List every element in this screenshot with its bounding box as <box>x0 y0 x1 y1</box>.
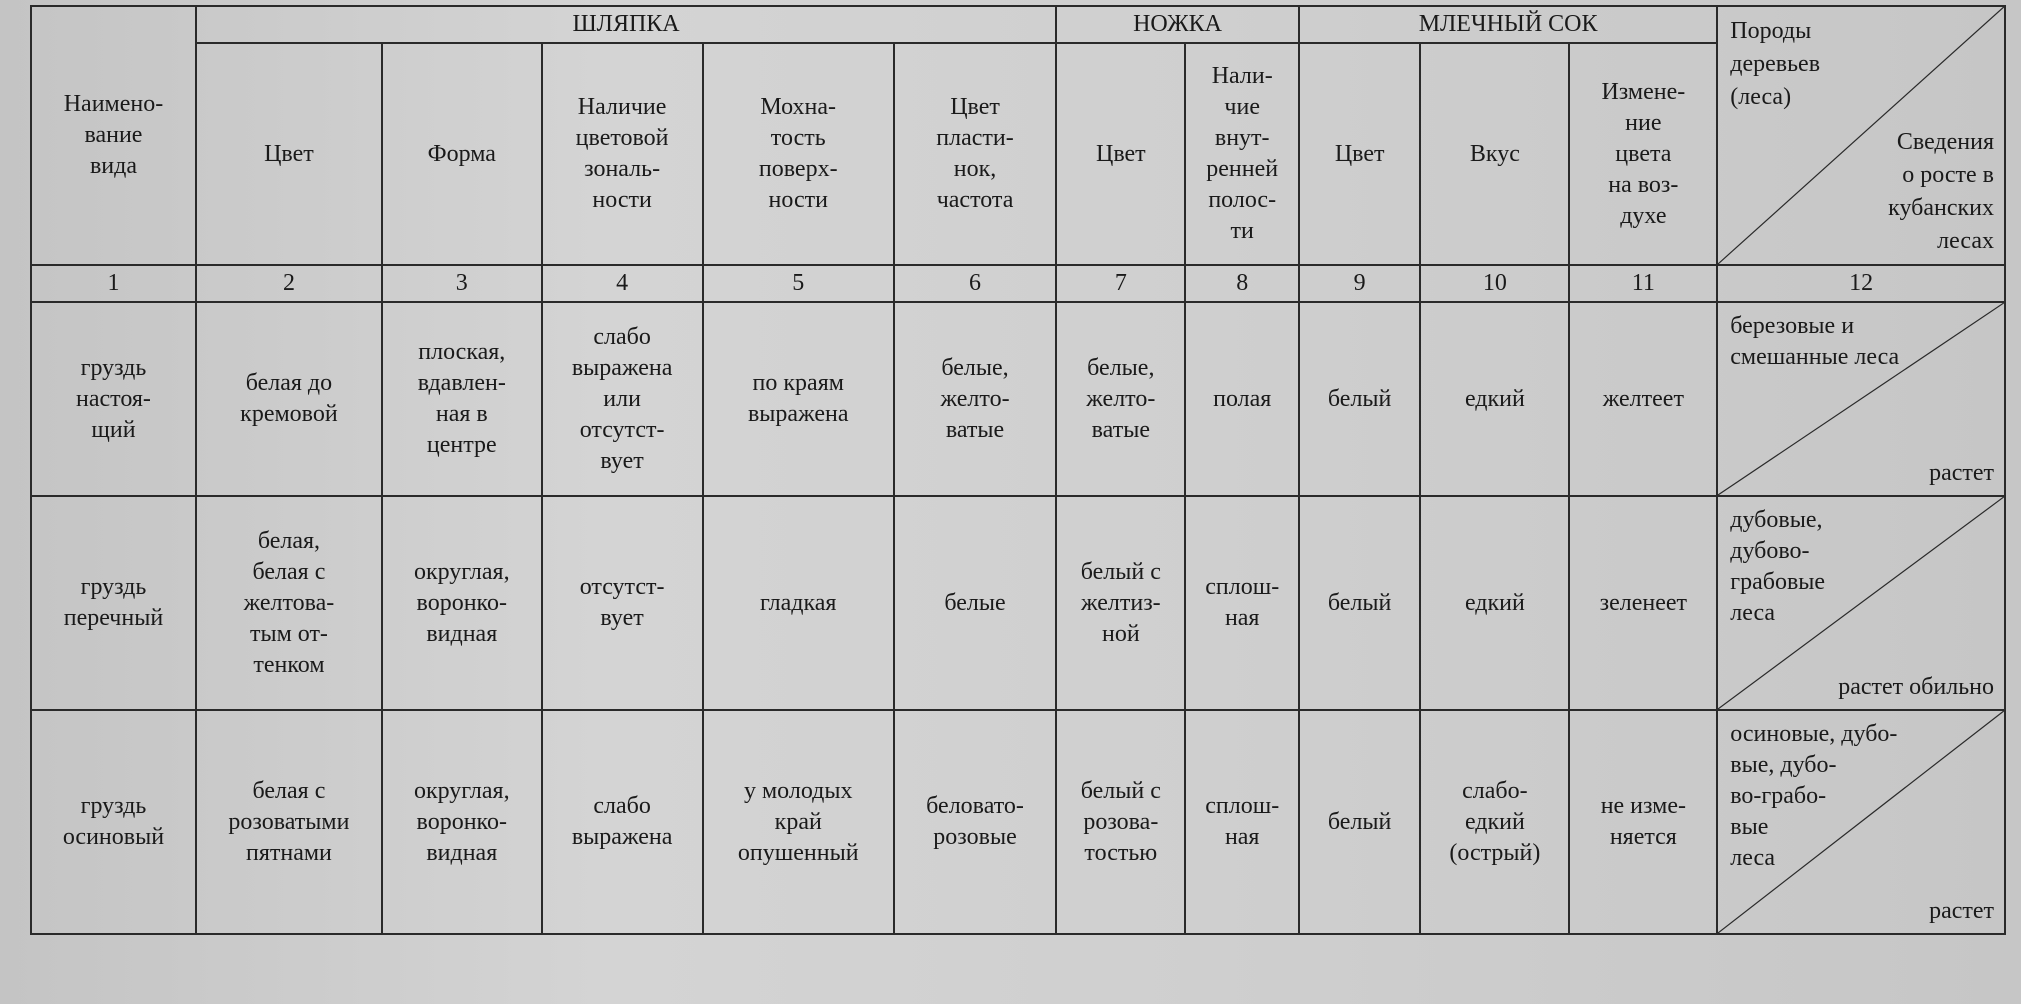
column-number: 10 <box>1420 265 1569 302</box>
juice-color: белый <box>1299 496 1420 710</box>
stem-color: белый с желтиз- ной <box>1056 496 1185 710</box>
stem-color: белые, желто- ватые <box>1056 302 1185 496</box>
juice-color: белый <box>1299 710 1420 934</box>
species-name: груздь осиновый <box>31 710 196 934</box>
cap-shape: округлая, воронко- видная <box>382 496 542 710</box>
juice-taste: слабо- едкий (острый) <box>1420 710 1569 934</box>
cap-shape: плоская, вдавлен- ная в центре <box>382 302 542 496</box>
tree-species: осиновые, дубо- вые, дубо- во-грабо- вые леса <box>1730 721 1898 871</box>
juice-taste: едкий <box>1420 302 1569 496</box>
cap-hairiness: у молодых край опушенный <box>703 710 894 934</box>
column-number: 11 <box>1569 265 1717 302</box>
header-stem-color: Цвет <box>1056 43 1185 265</box>
column-number: 9 <box>1299 265 1420 302</box>
forest-cell <box>1717 302 2005 496</box>
header-cap-shape: Форма <box>382 43 542 265</box>
column-number: 6 <box>894 265 1056 302</box>
column-number-row <box>31 265 2005 302</box>
table-row <box>31 710 2005 934</box>
table-row <box>31 496 2005 710</box>
stem-cavity: сплош- ная <box>1185 496 1298 710</box>
column-number: 7 <box>1056 265 1185 302</box>
cap-color: белая с розоватыми пятнами <box>196 710 382 934</box>
column-number: 12 <box>1717 265 2005 302</box>
gill-color: белые <box>894 496 1056 710</box>
header-tree-species: Породы деревьев (леса) <box>1730 18 1821 110</box>
header-cap-hairiness: Мохна- тость поверх- ности <box>703 43 894 265</box>
column-number: 5 <box>703 265 894 302</box>
forest-cell <box>1717 496 2005 710</box>
header-species-name: Наимено- вание вида <box>31 6 196 265</box>
table-row <box>31 302 2005 496</box>
tree-species: дубовые, дубово- грабовые леса <box>1730 507 1826 626</box>
stem-cavity: сплош- ная <box>1185 710 1298 934</box>
cap-color: белая, белая с желтова- тым от- тенком <box>196 496 382 710</box>
juice-air-change: не изме- няется <box>1569 710 1717 934</box>
gill-color: беловато- розовые <box>894 710 1056 934</box>
header-juice-color: Цвет <box>1299 43 1420 265</box>
cap-hairiness: гладкая <box>703 496 894 710</box>
header-cap-zoning: Наличие цветовой зональ- ности <box>542 43 703 265</box>
group-cap: ШЛЯПКА <box>196 6 1056 43</box>
header-cap-color: Цвет <box>196 43 382 265</box>
cap-zoning: слабо выражена или отсутст- вует <box>542 302 703 496</box>
column-number: 8 <box>1185 265 1298 302</box>
cap-zoning: отсутст- вует <box>542 496 703 710</box>
growth-info: растет <box>1929 460 1994 486</box>
group-milky-juice: МЛЕЧНЫЙ СОК <box>1299 6 1717 43</box>
header-growth-info: Сведения о росте в кубанских лесах <box>1888 129 1994 254</box>
mushroom-comparison-table <box>30 5 2006 935</box>
cap-zoning: слабо выражена <box>542 710 703 934</box>
cap-shape: округлая, воронко- видная <box>382 710 542 934</box>
column-number: 4 <box>542 265 703 302</box>
column-number: 2 <box>196 265 382 302</box>
cap-hairiness: по краям выражена <box>703 302 894 496</box>
stem-cavity: полая <box>1185 302 1298 496</box>
header-forest-cell <box>1717 6 2005 265</box>
species-name: груздь перечный <box>31 496 196 710</box>
header-gill-color: Цвет пласти- нок, частота <box>894 43 1056 265</box>
cap-color: белая до кремовой <box>196 302 382 496</box>
growth-info: растет обильно <box>1838 674 1994 700</box>
juice-taste: едкий <box>1420 496 1569 710</box>
sub-header-row <box>31 43 2005 265</box>
column-number: 3 <box>382 265 542 302</box>
header-juice-taste: Вкус <box>1420 43 1569 265</box>
gill-color: белые, желто- ватые <box>894 302 1056 496</box>
forest-cell <box>1717 710 2005 934</box>
group-stem: НОЖКА <box>1056 6 1299 43</box>
tree-species: березовые и смешанные леса <box>1730 313 1900 370</box>
header-stem-cavity: Нали- чие внут- ренней полос- ти <box>1185 43 1298 265</box>
header-juice-air-change: Измене- ние цвета на воз- духе <box>1569 43 1717 265</box>
stem-color: белый с розова- тостью <box>1056 710 1185 934</box>
growth-info: растет <box>1929 898 1994 924</box>
group-header-row <box>31 6 2005 43</box>
species-name: груздь настоя- щий <box>31 302 196 496</box>
juice-color: белый <box>1299 302 1420 496</box>
juice-air-change: желтеет <box>1569 302 1717 496</box>
column-number: 1 <box>31 265 196 302</box>
juice-air-change: зеленеет <box>1569 496 1717 710</box>
